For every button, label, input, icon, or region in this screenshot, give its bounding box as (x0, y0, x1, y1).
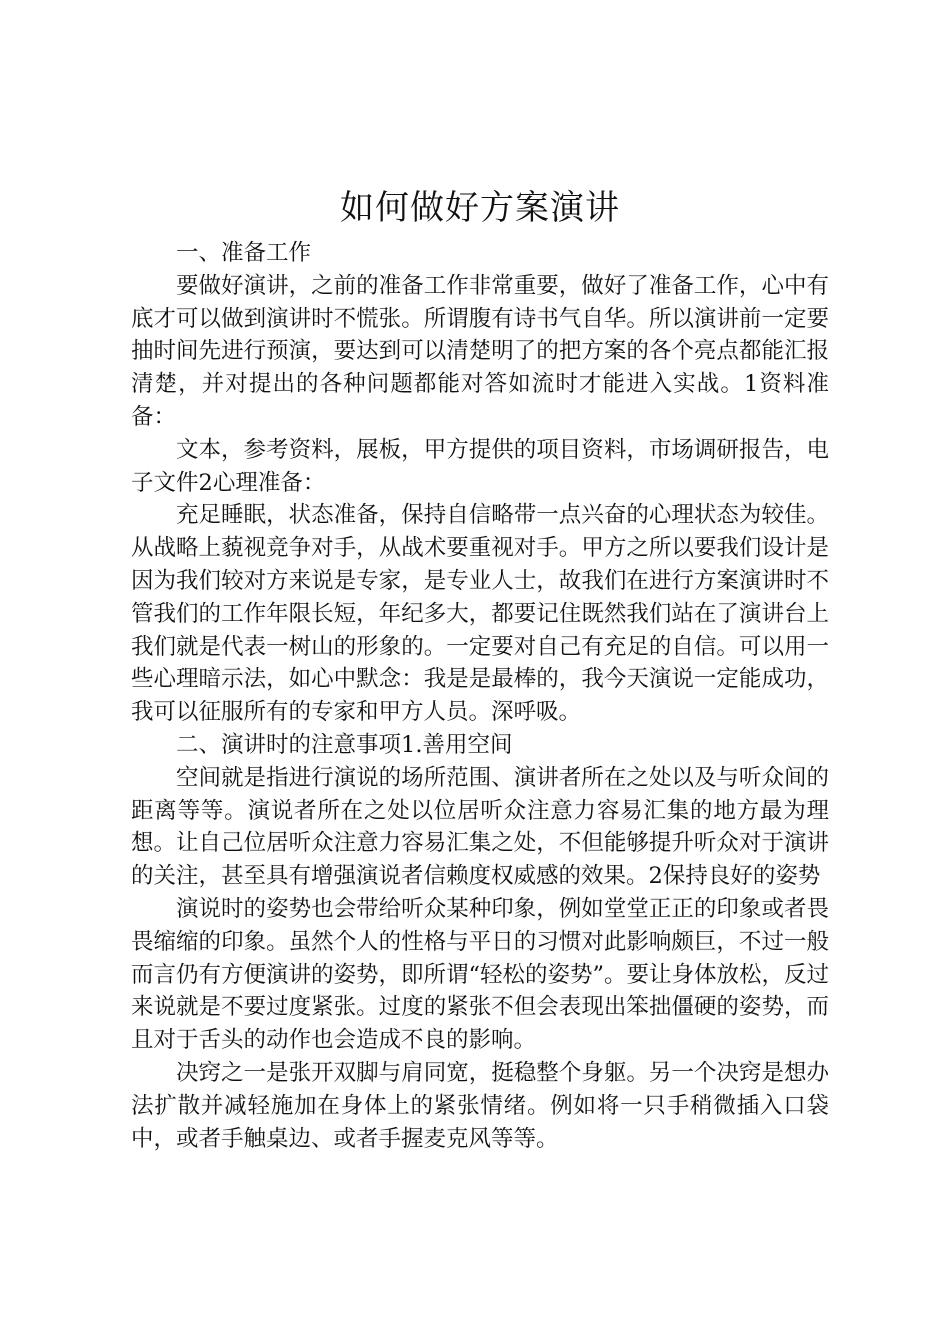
paragraph-tips: 决窍之一是张开双脚与肩同宽，挺稳整个身躯。另一个决窍是想办法扩散并减轻施加在身体上的紧张情绪。例如将一只手稍微插入口袋中，或者手触桌边、或者手握麦克风等等。 (131, 1059, 829, 1152)
paragraph-mental-prep: 充足睡眠，状态准备，保持自信略带一点兴奋的心理状态为较佳。从战略上藐视竞争对手，从战术要重视对手。甲方之所以要我们设计是因为我们较对方来说是专家，是专业人士，故我们在进行方案演讲时不管我们的工作年限长短，年纪多大，都要记住既然我们站在了演讲台上我们就是代表一树山的形象的。一定要对自己有充足的自信。可以用一些心理暗示法，如心中默念：我是是最棒的，我今天演说一定能成功，我可以征服所有的专家和甲方人员。深呼吸。 (131, 502, 829, 726)
section-heading-preparation: 一、准备工作 (176, 240, 312, 266)
paragraph-materials: 文本，参考资料，展板，甲方提供的项目资料，市场调研报告，电子文件2心理准备： (131, 436, 829, 496)
document-title: 如何做好方案演讲 (340, 188, 620, 228)
paragraph-preparation-intro: 要做好演讲，之前的准备工作非常重要，做好了准备工作，心中有底才可以做到演讲时不慌张。所谓腹有诗书气自华。所以演讲前一定要抽时间先进行预演，要达到可以清楚明了的把方案的各个亮点都能汇报清楚，并对提出的各种问题都能对答如流时才能进入实战。1资料准备： (131, 272, 829, 430)
document-page (131, 181, 829, 1155)
paragraph-space: 空间就是指进行演说的场所范围、演讲者所在之处以及与听众间的距离等等。演说者所在之处以位居听众注意力容易汇集的地方最为理想。让自己位居听众注意力容易汇集之处，不但能够提升听众对于演讲的关注，甚至具有增强演说者信赖度权威感的效果。2保持良好的姿势 (131, 764, 829, 890)
section-heading-speech-notes: 二、演讲时的注意事项1.善用空间 (176, 731, 513, 758)
paragraph-posture: 演说时的姿势也会带给听众某种印象，例如堂堂正正的印象或者畏畏缩缩的印象。虽然个人的性格与平日的习惯对此影响颇巨，不过一般而言仍有方便演讲的姿势，即所谓“轻松的姿势”。要让身体放松，反过来说就是不要过度紧张。过度的紧张不但会表现出笨拙僵硬的姿势，而且对于舌头的动作也会造成不良的影响。 (131, 895, 830, 1054)
